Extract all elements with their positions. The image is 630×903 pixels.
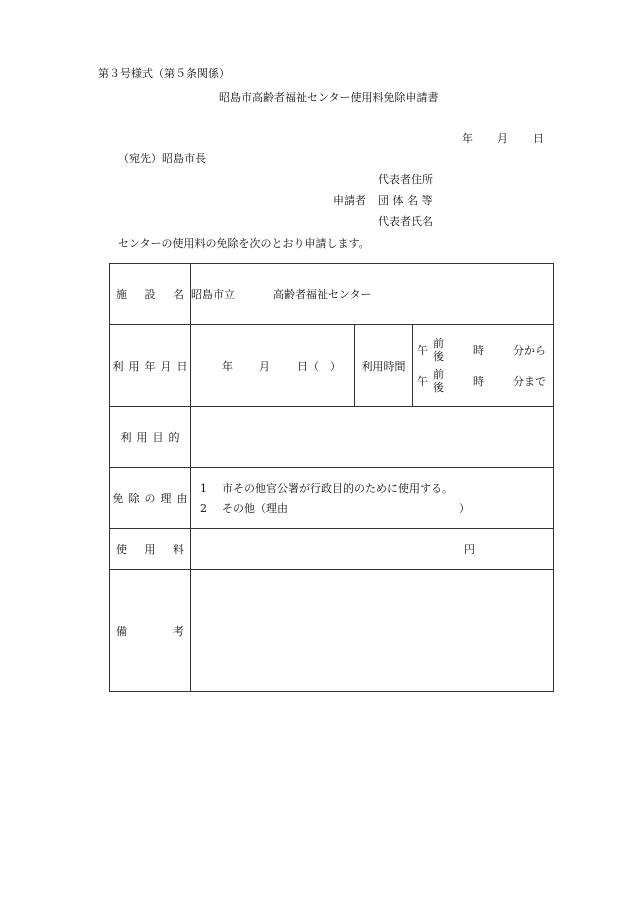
remarks-row <box>110 570 554 692</box>
application-table <box>109 263 554 692</box>
reason-item2-text: その他（理由 <box>222 502 288 515</box>
use-time-value[interactable] <box>413 325 554 407</box>
addressee: （宛先）昭島市長 <box>118 152 206 165</box>
use-month-label: 月 <box>259 359 270 373</box>
facility-name: 高齢者福祉センター <box>273 288 372 301</box>
remarks-label: 備 考 <box>110 570 191 692</box>
reason-item2-no: 2 <box>200 501 207 515</box>
facility-prefix: 昭島市立 <box>191 288 235 301</box>
reason-item1-no: 1 <box>200 481 207 495</box>
time-from-line: 午 前 後 時 分から <box>413 335 553 366</box>
intro-text: センターの使用料の免除を次のとおり申請します。 <box>118 237 370 250</box>
fee-row <box>110 529 554 570</box>
reason-row <box>110 468 554 529</box>
use-date-label: 利用年月日 <box>110 325 191 407</box>
date-month-label: 月 <box>497 132 508 145</box>
reason-value[interactable] <box>191 468 554 529</box>
ampm-selector[interactable]: 午 前 後 <box>417 337 444 363</box>
use-day-label: 日（ ） <box>297 359 341 373</box>
time-to-line: 午 前 後 時 分まで <box>413 366 553 397</box>
fee-unit: 円 <box>464 543 475 556</box>
use-date-value[interactable] <box>191 325 355 407</box>
use-date-row <box>110 325 554 407</box>
reason-item2-close: ） <box>459 502 470 515</box>
facility-label: 施 設 名 <box>110 264 191 325</box>
use-year-label: 年 <box>222 359 233 373</box>
purpose-row <box>110 407 554 468</box>
reason-item1-text: 市その他官公署が行政目的のために使用する。 <box>222 482 453 495</box>
fee-value[interactable] <box>191 529 554 570</box>
facility-row <box>110 264 554 325</box>
fee-label: 使 用 料 <box>110 529 191 570</box>
rep-address-label: 代表者住所 <box>378 173 433 186</box>
purpose-label: 利用目的 <box>110 407 191 468</box>
reason-label: 免除の理由 <box>110 468 191 529</box>
remarks-value[interactable] <box>191 570 554 692</box>
facility-value <box>191 264 554 325</box>
ampm-selector[interactable]: 午 前 後 <box>417 368 444 394</box>
form-number: 第３号様式（第５条関係） <box>98 67 230 80</box>
date-day-label: 日 <box>533 132 544 145</box>
document-title: 昭島市高齢者福祉センター使用料免除申請書 <box>219 91 439 104</box>
date-year-label: 年 <box>462 132 473 145</box>
rep-name-label: 代表者氏名 <box>378 215 433 228</box>
group-name-label: 団 体 名 等 <box>378 194 433 207</box>
applicant-label: 申請者 <box>333 194 366 207</box>
purpose-value[interactable] <box>191 407 554 468</box>
use-time-label: 利用時間 <box>355 325 413 407</box>
